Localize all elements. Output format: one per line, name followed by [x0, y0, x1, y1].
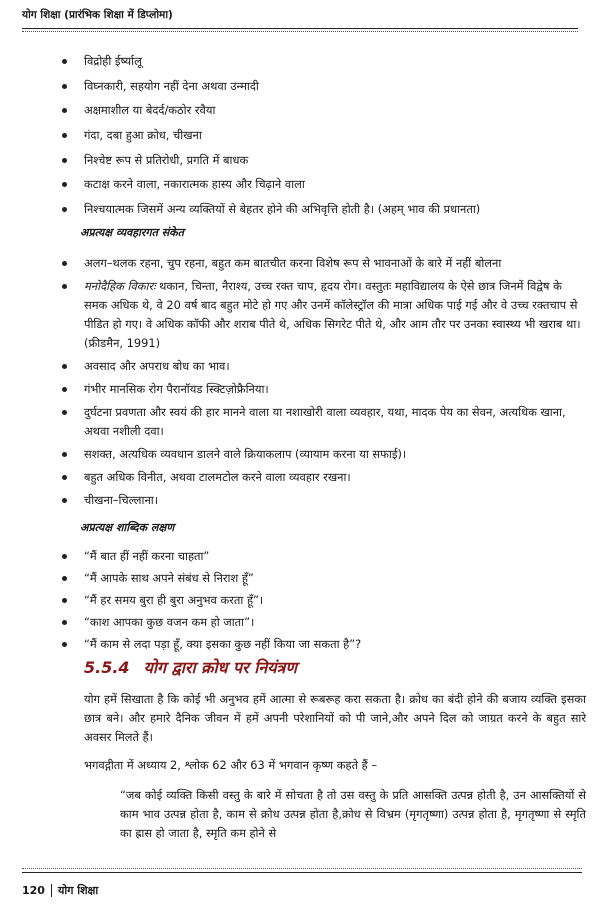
list-item: चीखना–चिल्लाना। [84, 491, 586, 510]
list-item: “काश आपका कुछ वजन कम हो जाता”। [84, 613, 586, 632]
list-item: अक्षमाशील या बेदर्द/कठोर रवैया [84, 101, 586, 120]
section-title: योग द्वारा क्रोध पर नियंत्रण [143, 658, 297, 677]
running-title: योग शिक्षा (प्रारंभिक शिक्षा में डिप्लोमा) [22, 9, 173, 21]
list-item [84, 277, 586, 353]
list-item: विघ्नकारी, सहयोग नहीं देना अथवा उन्मादी [84, 77, 586, 96]
verbal-signs-list [84, 547, 586, 654]
list-item: “मैं काम से लदा पड़ा हूँ, क्या इसका कुछ नहीं किया जा सकता है”? [84, 635, 586, 654]
list-item: दुर्घटना प्रवणता और स्वयं की हार मानने वाला या नशाखोरी वाला व्यवहार, यथा, मादक पेय का सेवन, अत्यधिक खाना, अथवा नशीली दवा। [84, 403, 586, 441]
paragraph-yoga: योग हमें सिखाता है कि कोई भी अनुभव हमें आत्मा से रूबरूह करा सकता है। क्रोध का बंदी होने की बजाय व्यक्ति इसका छात्र बने। और हमारे दैनिक जीवन में हमें अपनी परेशानियों को पी जाने,और अपने दिल को जाग्रत करने के बहुत सारे अवसर मिलते हैं। [84, 692, 586, 744]
paragraph-gita-intro: भगवद्गीता में अध्याय 2, श्लोक 62 और 63 में भगवान कृष्ण कहते हैं – [84, 758, 378, 772]
list-item: अवसाद और अपराध बोध का भाव। [84, 357, 586, 376]
page-number: 120 [22, 884, 52, 897]
list-item: अलग–थलक रहना, चुप रहना, बहुत कम बातचीत करना विशेष रूप से भावनाओं के बारे में नहीं बोलना [84, 254, 586, 273]
anger-signs-list [84, 52, 586, 219]
gita-quote: “जब कोई व्यक्ति किसी वस्तु के बारे में सोचता है तो उस वस्तु के प्रति आसक्ति उत्पन्न होती है, उन आसक्तियों से काम भाव उत्पन्न होता है, काम से क्रोध उत्पन्न होता है,क्रोध से विभ्रम (मृगतृष्णा) उत्पन्न होता है, मृगतृष्णा से स्मृति का ह्रास हो जाता है, स्मृति कम होने से [120, 788, 586, 840]
list-item: “मैं आपके साथ अपने संबंध से निराश हूँ” [84, 569, 586, 588]
section-number: 5.5.4 [84, 658, 130, 677]
psychosomatic-text: थकान, चिन्ता, नैराश्य, उच्च रक्त चाप, हृदय रोग। वस्तुतः महाविद्यालय के ऐसे छात्र जिनमें विद्वेष के समक अधिक थे, वे 20 वर्ष बाद बहुत मोटे हो गए और उनमें कॉलेस्ट्रॉल की मात्रा अधिक पाई गई और वे उच्च रक्तचाप से पीडित हो गए। वे अधिक कॉफी और शराब पीते थे, अधिक सिगरेट पीते थे, और आम तौर पर उनका स्वास्थ्य भी खराब था। (फ्रीडमैन, 1991) [84, 278, 581, 350]
book-title: योग शिक्षा [57, 884, 99, 897]
list-item: “मैं बात हीं नहीं करना चाहता” [84, 547, 586, 566]
list-item: निश्चयात्मक जिसमें अन्य व्यक्तियों से बेहतर होने की अभिवृत्ति होती है। (अहम् भाव की प्रधानता) [84, 200, 586, 219]
page-footer [22, 872, 582, 898]
list-item: सशक्त, अत्यधिक व्यवधान डालने वाले क्रियाकलाप (व्यायाम करना या सफाई)। [84, 445, 586, 464]
subheading-behavioral-signs: अप्रत्यक्ष व्यवहारगत संकेत [80, 225, 184, 239]
running-header [22, 8, 578, 29]
list-item: गंदा, दबा हुआ क्रोध, चीखना [84, 126, 586, 145]
psychosomatic-label: मनोदैहिक विकारः [84, 278, 156, 293]
subheading-verbal-signs: अप्रत्यक्ष शाब्दिक लक्षण [80, 520, 175, 534]
list-item: “मैं हर समय बुरा ही बुरा अनुभव करता हूँ”। [84, 591, 586, 610]
behavioral-signs-list [84, 254, 586, 510]
list-item: कटाक्ष करने वाला, नकारात्मक हास्य और चिढ़ाने वाला [84, 175, 586, 194]
section-heading [84, 656, 584, 678]
list-item: गंभीर मानसिक रोग पैरानॉयड स्क्टिज़ोफ्रैनिया। [84, 380, 586, 399]
list-item: निश्चेष्ट रूप से प्रतिरोधी, प्रगति में बाधक [84, 151, 586, 170]
list-item: बहुत अधिक विनीत, अथवा टालमटोल करने वाला व्यवहार रखना। [84, 468, 586, 487]
list-item: विद्रोही ईर्ष्यालू [84, 52, 586, 71]
main-content [80, 52, 586, 657]
